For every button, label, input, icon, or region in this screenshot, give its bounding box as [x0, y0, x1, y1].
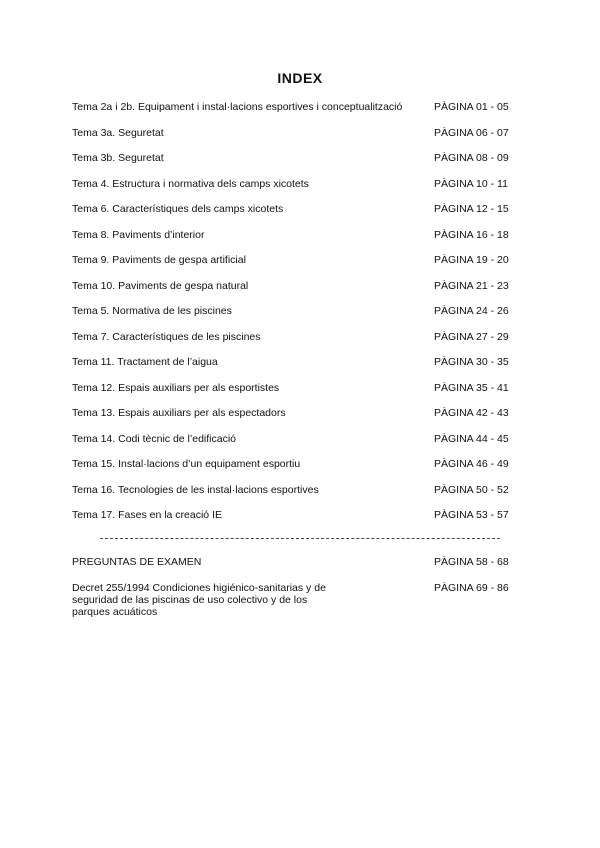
- toc-entry-label: Tema 10. Paviments de gespa natural: [72, 279, 249, 292]
- toc-entry-page: PÀGINA 16 - 18: [434, 228, 509, 241]
- toc-entry-page: PÀGINA 06 - 07: [434, 126, 509, 139]
- toc-entry-label: Tema 6. Característiques dels camps xicotets: [72, 203, 284, 215]
- toc-entry-label: Tema 17. Fases en la creació IE: [72, 509, 222, 521]
- toc-entry: [72, 228, 522, 254]
- toc-entry-label: Tema 13. Espais auxiliars per als espectadors: [72, 407, 286, 419]
- toc-entry: [72, 432, 522, 458]
- toc-entry-label: Tema 8. Paviments d’interior: [72, 228, 205, 241]
- exam-entry-page: PÀGINA 58 - 68: [434, 556, 509, 568]
- toc-entry-page: PÀGINA 19 - 20: [434, 254, 509, 266]
- toc-entry: [72, 151, 522, 177]
- section-divider: [100, 538, 500, 539]
- toc-entry-label: Tema 3a. Seguretat: [72, 126, 164, 139]
- toc-entry-label: Tema 7. Característiques de les piscines: [72, 330, 261, 343]
- toc-entry-page: PÀGINA 08 - 09: [434, 152, 509, 164]
- toc-entry-label: Tema 14. Codi tècnic de l’edificació: [72, 432, 237, 445]
- toc-entry: [72, 381, 522, 407]
- toc-entry-label: Tema 5. Normativa de les piscines: [72, 305, 232, 317]
- toc-entry-page: PÀGINA 12 - 15: [434, 203, 509, 215]
- toc-entry: [72, 483, 522, 509]
- toc-entry-page: PÀGINA 10 - 11: [434, 177, 508, 190]
- toc-entry: [72, 253, 522, 279]
- toc-entry-label: Tema 12. Espais auxiliars per als esportistes: [72, 381, 280, 394]
- toc-entry-page: PÀGINA 30 - 35: [434, 356, 509, 368]
- toc-entry: [72, 100, 522, 126]
- toc-entry-page: PÀGINA 21 - 23: [434, 279, 509, 292]
- toc-entry: [72, 330, 522, 356]
- toc-entry-label: Tema 2a i 2b. Equipament i instal·lacions esportives i conceptualització: [72, 101, 403, 113]
- toc-entry-page: PÀGINA 35 - 41: [434, 381, 509, 394]
- toc-entry: [72, 279, 522, 305]
- toc-entry-label: Tema 16. Tecnologies de les instal·lacions esportives: [72, 483, 319, 496]
- toc-entry: [72, 304, 522, 330]
- toc-entry: [72, 406, 522, 432]
- toc-entry-label: Tema 15. Instal·lacions d’un equipament esportiu: [72, 458, 301, 470]
- toc-entry: [72, 177, 522, 203]
- toc-entry-page: PÀGINA 01 - 05: [434, 101, 509, 113]
- toc-entry: [72, 508, 522, 534]
- toc-entry-page: PÀGINA 46 - 49: [434, 458, 509, 470]
- toc-entry-label: Tema 9. Paviments de gespa artificial: [72, 254, 246, 266]
- toc-entry-page: PÀGINA 27 - 29: [434, 330, 509, 343]
- toc-entry: [72, 202, 522, 228]
- toc-entry-page: PÀGINA 53 - 57: [434, 509, 509, 521]
- toc-entry-label: Tema 3b. Seguretat: [72, 152, 164, 164]
- toc-entry-label: Tema 4. Estructura i normativa dels camps xicotets: [72, 177, 309, 190]
- exam-entry-label: PREGUNTAS DE EXAMEN: [72, 556, 202, 568]
- toc-entry-label: Tema 11. Tractament de l’aigua: [72, 356, 218, 368]
- decret-entry-page: PÀGINA 69 - 86: [434, 582, 509, 594]
- decret-entry-label: Decret 255/1994 Condiciones higiénico-sanitarias y de seguridad de las piscinas de uso colectivo y de los parques acuáticos: [72, 582, 326, 618]
- toc-entry: [72, 355, 522, 381]
- toc-entry: [72, 457, 522, 483]
- toc-entry-page: PÀGINA 42 - 43: [434, 407, 509, 419]
- toc-entry-page: PÀGINA 50 - 52: [434, 483, 509, 496]
- toc-entry: [72, 126, 522, 152]
- toc-entry-page: PÀGINA 24 - 26: [434, 305, 509, 317]
- table-of-contents: [72, 100, 522, 534]
- toc-entry-page: PÀGINA 44 - 45: [434, 432, 509, 445]
- page-title: INDEX: [277, 70, 323, 86]
